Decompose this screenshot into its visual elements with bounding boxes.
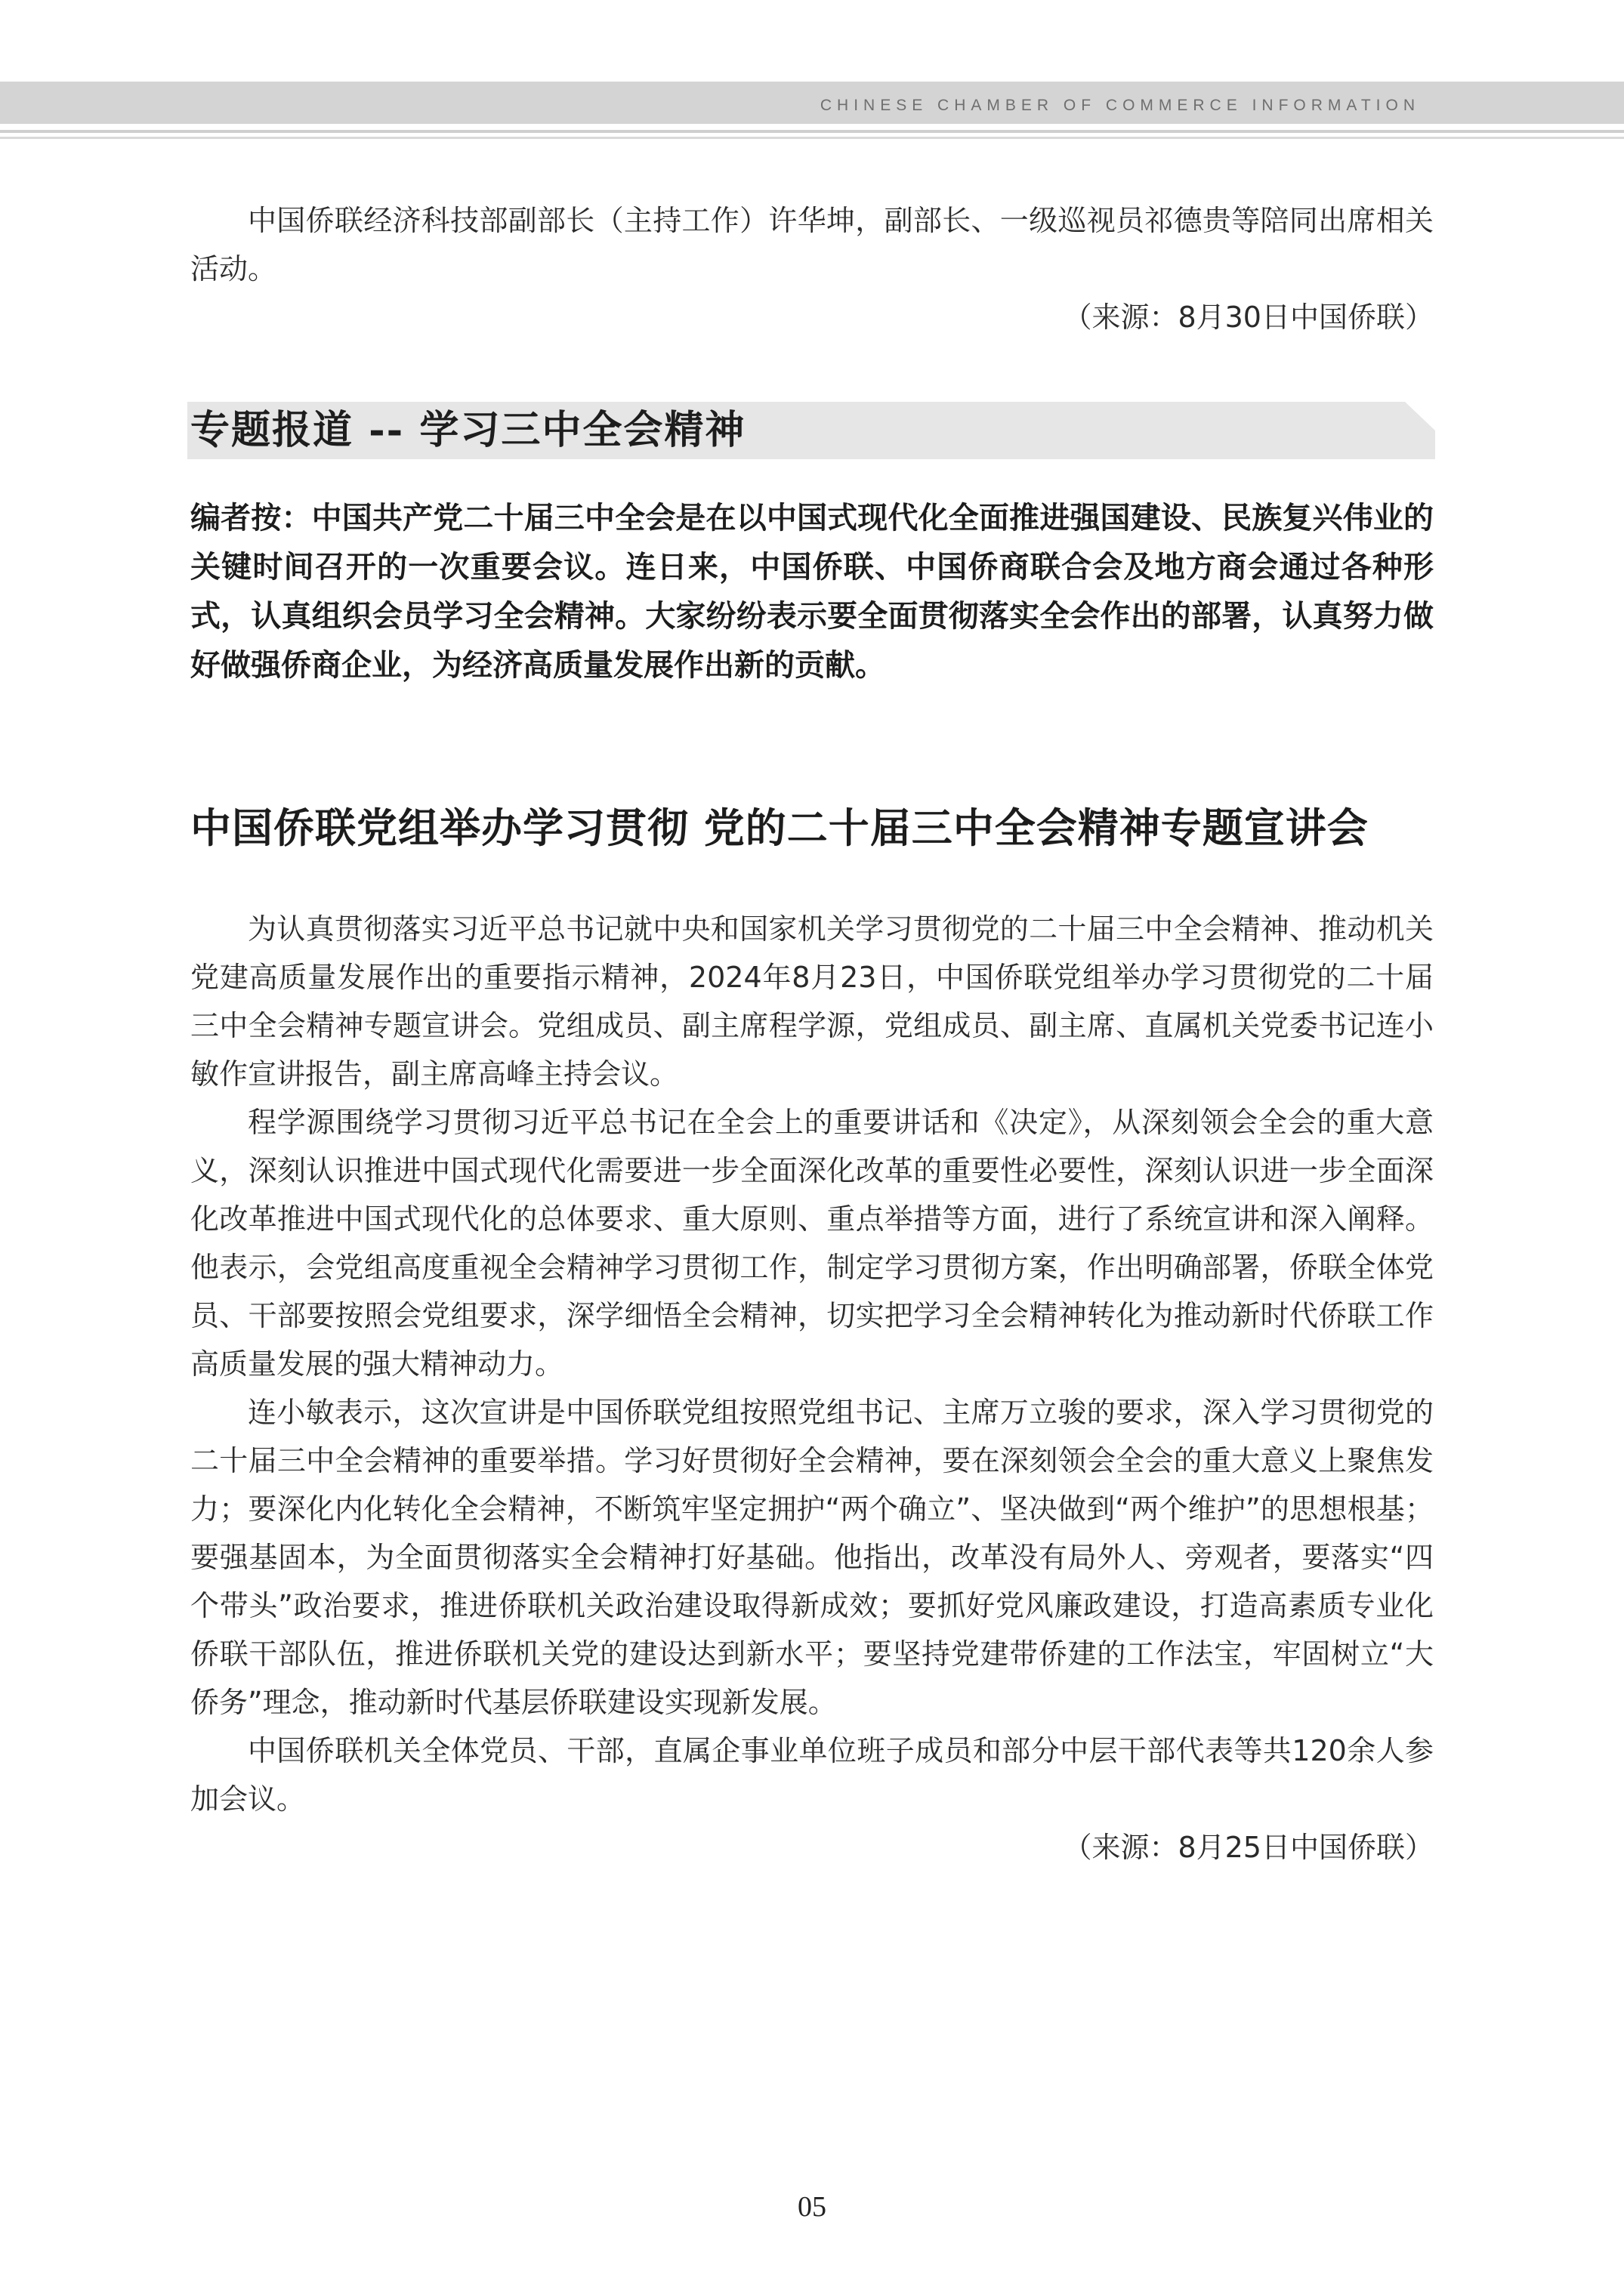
editor-note-block: [190, 494, 1434, 690]
article-paragraph: 中国侨联机关全体党员、干部，直属企事业单位班子成员和部分中层干部代表等共120余人参加会议。: [190, 1734, 1434, 1816]
header-divider-secondary: [0, 137, 1624, 139]
article-paragraph: 为认真贯彻落实习近平总书记就中央和国家机关学习贯彻党的二十届三中全会精神、推动机关党建高质量发展作出的重要指示精神，2024年8月23日，中国侨联党组举办学习贯彻党的二十届三中全会精神专题宣讲会。党组成员、副主席程学源，党组成员、副主席、直属机关党委书记连小敏作宣讲报告，副主席高峰主持会议。: [190, 912, 1434, 1091]
article-paragraph: 程学源围绕学习贯彻习近平总书记在全会上的重要讲话和《决定》，从深刻领会全会的重大意义，深刻认识推进中国式现代化需要进一步全面深化改革的重要性必要性，深刻认识进一步全面深化改革推进中国式现代化的总体要求、重大原则、重点举措等方面，进行了系统宣讲和深入阐释。他表示，会党组高度重视全会精神学习贯彻工作，制定学习贯彻方案，作出明确部署，侨联全体党员、干部要按照会党组要求，深学细悟全会精神，切实把学习全会精神转化为推动新时代侨联工作高质量发展的强大精神动力。: [190, 1106, 1434, 1381]
article-source: （来源：8月25日中国侨联）: [1063, 1831, 1434, 1864]
publication-name: CHINESE CHAMBER OF COMMERCE INFORMATION: [820, 97, 1420, 114]
previous-article: [190, 196, 1434, 341]
article-body: [190, 905, 1434, 1872]
previous-article-paragraph: 中国侨联经济科技部副部长（主持工作）许华坤，副部长、一级巡视员祁德贵等陪同出席相关活动。: [190, 204, 1434, 285]
header-divider: [0, 130, 1624, 133]
article-paragraph: 连小敏表示，这次宣讲是中国侨联党组按照党组书记、主席万立骏的要求，深入学习贯彻党的二十届三中全会精神的重要举措。学习好贯彻好全会精神，要在深刻领会全会的重大意义上聚焦发力；要深化内化转化全会精神，不断筑牢坚定拥护“两个确立”、坚决做到“两个维护”的思想根基；要强基固本，为全面贯彻落实全会精神打好基础。他指出，改革没有局外人、旁观者，要落实“四个带头”政治要求，推进侨联机关政治建设取得新成效；要抓好党风廉政建设，打造高素质专业化侨联干部队伍，推进侨联机关党的建设达到新水平；要坚持党建带侨建的工作法宝，牢固树立“大侨务”理念，推动新时代基层侨联建设实现新发展。: [190, 1396, 1434, 1719]
article-title-block: [190, 802, 1434, 855]
page-number: 05: [798, 2191, 826, 2223]
previous-article-source: （来源：8月30日中国侨联）: [1063, 301, 1434, 334]
article-title: 中国侨联党组举办学习贯彻 党的二十届三中全会精神专题宣讲会: [190, 804, 1369, 852]
editor-note: 编者按：中国共产党二十届三中全会是在以中国式现代化全面推进强国建设、民族复兴伟业的关键时间召开的一次重要会议。连日来，中国侨联、中国侨商联合会及地方商会通过各种形式，认真组织会员学习全会精神。大家纷纷表示要全面贯彻落实全会作出的部署，认真努力做好做强侨商企业，为经济高质量发展作出新的贡献。: [190, 501, 1434, 683]
section-title: 专题报道 -- 学习三中全会精神: [190, 407, 746, 453]
